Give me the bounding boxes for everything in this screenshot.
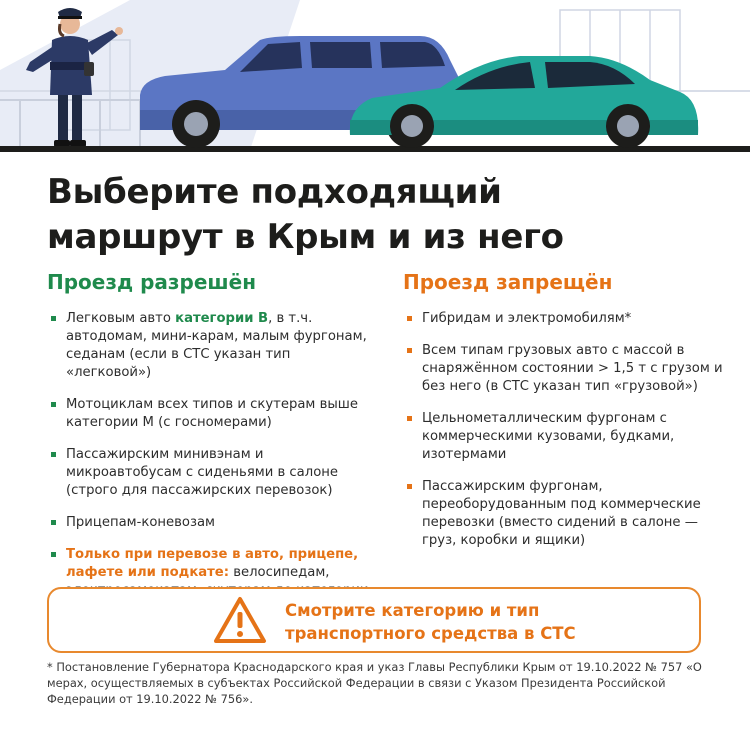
bullet-icon bbox=[51, 316, 56, 321]
notice-line-1: Смотрите категорию и тип bbox=[285, 601, 540, 620]
bullet-icon bbox=[407, 316, 412, 321]
forbidden-list bbox=[403, 310, 723, 550]
forbidden-section bbox=[403, 268, 723, 564]
list-item: Гибридам и электромобилям* bbox=[403, 310, 723, 328]
notice-text bbox=[285, 599, 615, 645]
bullet-icon bbox=[407, 416, 412, 421]
allowed-list bbox=[47, 310, 377, 618]
list-item: Пассажирским минивэнам и микроавтобусам с сиденьями в салоне (строго для пассажирских перевозок) bbox=[47, 446, 377, 500]
allowed-heading: Проезд разрешён bbox=[47, 270, 257, 294]
list-item: Мотоциклам всех типов и скутерам выше категории М (с госномерами) bbox=[47, 396, 377, 432]
allowed-section bbox=[47, 268, 377, 632]
bullet-icon bbox=[407, 484, 412, 489]
title-line-1: Выберите подходящий bbox=[47, 172, 502, 212]
bullet-icon bbox=[51, 552, 56, 557]
list-item: Всем типам грузовых авто с массой в снаряжённом состоянии > 1,5 т с грузом и без него (в СТС указан тип «грузовой») bbox=[403, 342, 723, 396]
warning-triangle-icon bbox=[213, 595, 267, 645]
footnote: * Постановление Губернатора Краснодарского края и указ Главы Республики Крым от 19.10.2022 № 757 «О мерах, осуществляемых в субъектах Российской Федерации в связи с Указом Президента Российской Федерации от 19.10.2022 № 756». bbox=[47, 660, 702, 706]
bullet-icon bbox=[407, 348, 412, 353]
title-line-2: маршрут в Крым и из него bbox=[47, 217, 564, 257]
hero-scene bbox=[0, 0, 750, 152]
list-item: Прицепам-коневозам bbox=[47, 514, 377, 532]
bullet-icon bbox=[51, 452, 56, 457]
notice-line-2: транспортного средства в СТС bbox=[285, 624, 576, 643]
notice-box bbox=[47, 587, 701, 653]
list-item: Цельнометаллическим фургонам с коммерческими кузовами, будками, изотермами bbox=[403, 410, 723, 464]
list-item: Пассажирским фургонам, переоборудованным под коммерческие перевозки (вместо сидений в салоне — груз, коробки и ящики) bbox=[403, 478, 723, 550]
forbidden-heading: Проезд запрещён bbox=[403, 270, 613, 294]
list-item: Легковым авто категории В, в т.ч. автодомам, мини-карам, малым фургонам, седанам (если в СТС указан тип «легковой») bbox=[47, 310, 377, 382]
bullet-icon bbox=[51, 520, 56, 525]
page-title bbox=[47, 170, 707, 260]
bullet-icon bbox=[51, 402, 56, 407]
hero-illustration bbox=[0, 0, 750, 152]
list-item: Только при перевозе в авто, прицепе, лафете или подкате: велосипедам, bbox=[47, 546, 377, 618]
